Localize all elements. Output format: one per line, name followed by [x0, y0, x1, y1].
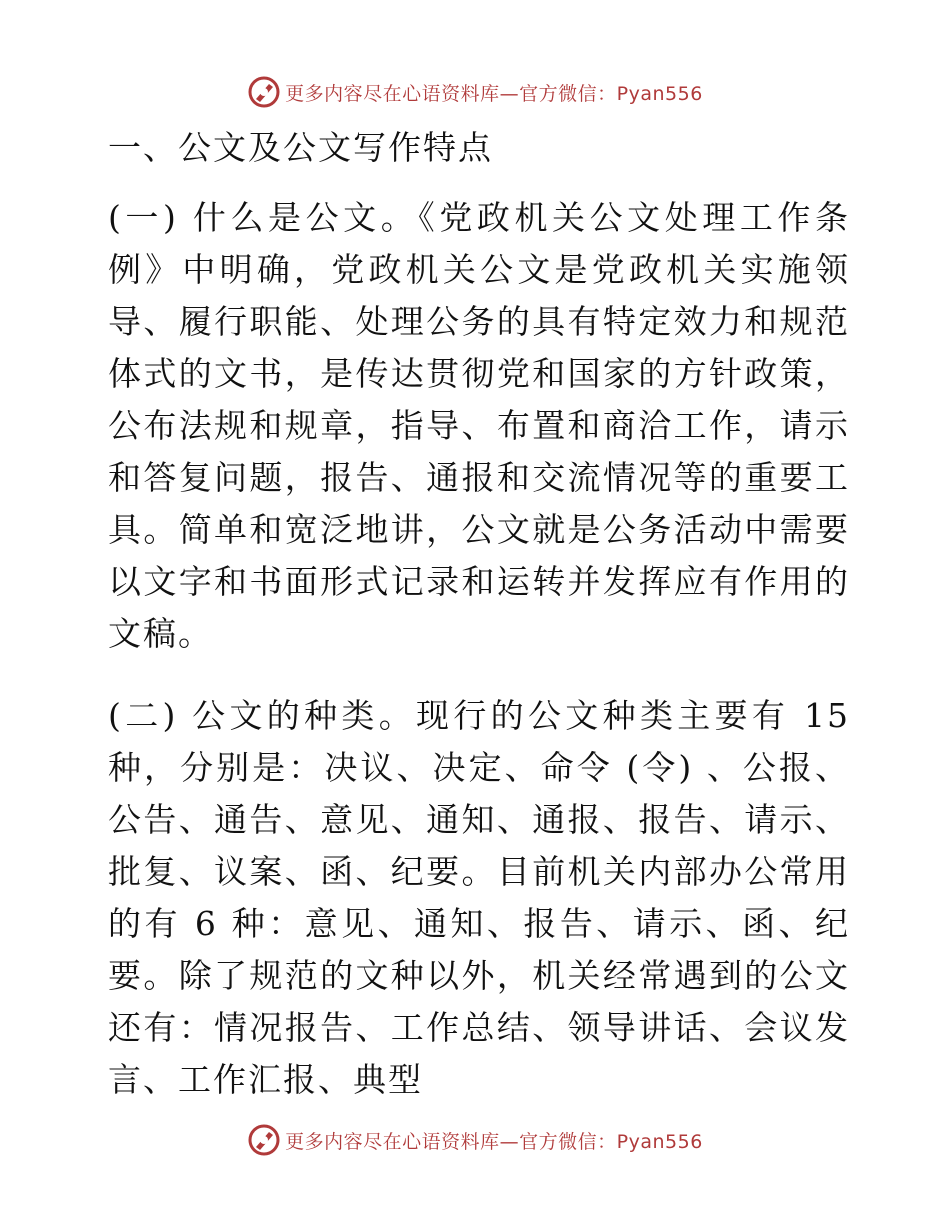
- paragraph-what-is-document: (一) 什么是公文。《党政机关公文处理工作条例》中明确，党政机关公文是党政机关实施领导、履行职能、处理公务的具有特定效力和规范体式的文书，是传达贯彻党和国家的方针政策，公布法规和规章，指导、布置和商洽工作，请示和答复问题，报告、通报和交流情况等的重要工具。简单和宽泛地讲，公文就是公务活动中需要以文字和书面形式记录和运转并发挥应有作用的文稿。: [108, 198, 850, 653]
- watermark-header: [0, 72, 950, 112]
- watermark-text: 更多内容尽在心语资料库—官方微信：Pyan556: [285, 82, 703, 105]
- paragraph-document-types: (二) 公文的种类。现行的公文种类主要有 15 种，分别是：决议、决定、命令 (令) 、公报、公告、通告、意见、通知、通报、报告、请示、批复、议案、函、纪要。目前机关内部办公常用的有 6 种：意见、通知、报告、请示、函、纪要。除了规范的文种以外，机关经常遇到的公文还有：情况报告、工作总结、领导讲话、会议发言、工作汇报、典型: [108, 696, 850, 1099]
- red-seal-pen-icon: [247, 1123, 281, 1157]
- red-seal-pen-icon: [247, 75, 281, 109]
- watermark-footer: [0, 1120, 950, 1160]
- watermark-text: 更多内容尽在心语资料库—官方微信：Pyan556: [285, 1130, 703, 1153]
- document-body: [98, 122, 850, 1106]
- section-heading: 一、公文及公文写作特点: [108, 128, 493, 167]
